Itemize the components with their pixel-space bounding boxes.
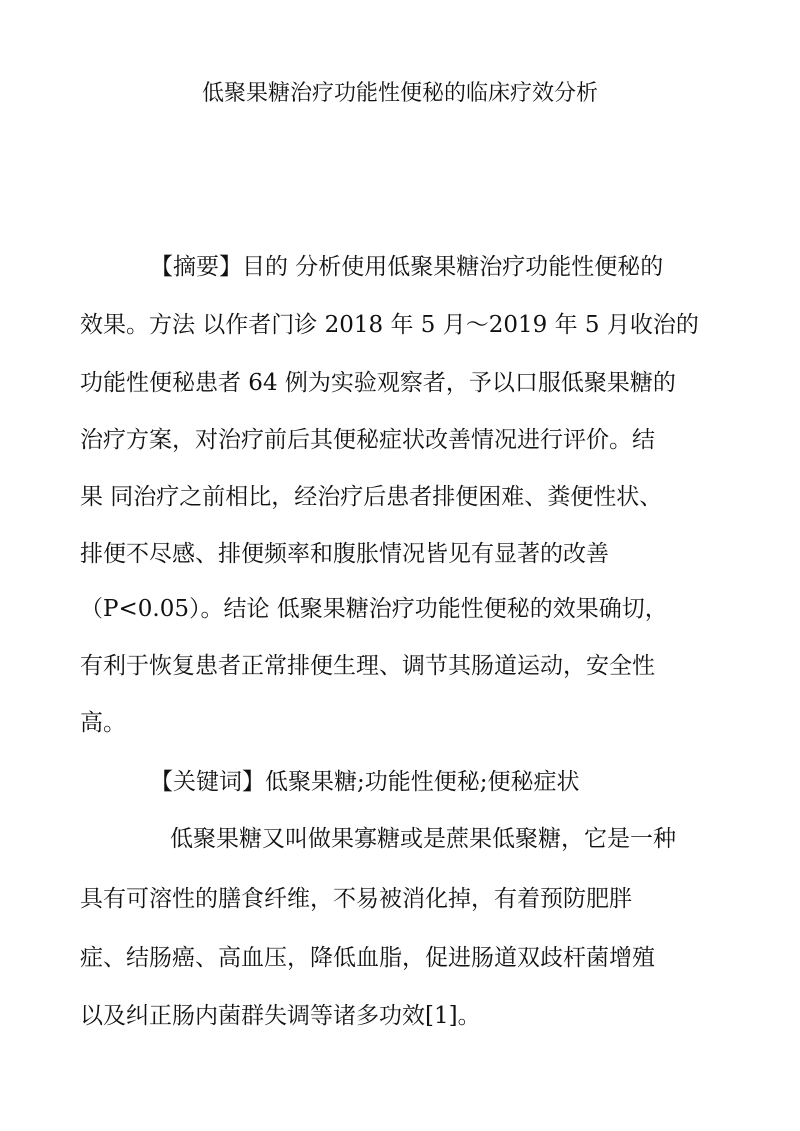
body-line: 以及纠正肠内菌群失调等诸多功效[1]。 [80, 1003, 481, 1029]
abstract-line: 功能性便秘患者 64 例为实验观察者，予以口服低聚果糖的 [80, 370, 676, 396]
abstract-line: 效果。方法 以作者门诊 2018 年 5 月～2019 年 5 月收治的 [80, 312, 699, 338]
body-line: 症、结肠癌、高血压，降低血脂，促进肠道双歧杆菌增殖 [80, 945, 655, 971]
abstract-line: 果 同治疗之前相比，经治疗后患者排便困难、粪便性状、 [80, 484, 663, 510]
abstract-line: 有利于恢复患者正常排便生理、调节其肠道运动，安全性 [80, 653, 655, 679]
keywords-line: 【关键词】低聚果糖;功能性便秘;便秘症状 [150, 769, 580, 795]
body-line: 低聚果糖又叫做果寡糖或是蔗果低聚糖，它是一种 [170, 826, 676, 852]
abstract-line: 治疗方案，对治疗前后其便秘症状改善情况进行评价。结 [80, 427, 655, 453]
document-title: 低聚果糖治疗功能性便秘的临床疗效分析 [201, 81, 598, 106]
abstract-line: （P<0.05）。结论 低聚果糖治疗功能性便秘的效果确切， [80, 596, 668, 622]
abstract-line: 高。 [80, 710, 126, 736]
body-line: 具有可溶性的膳食纤维，不易被消化掉，有着预防肥胖 [80, 886, 632, 912]
abstract-line: 排便不尽感、排便频率和腹胀情况皆见有显著的改善 [80, 541, 609, 567]
abstract-line: 【摘要】目的 分析使用低聚果糖治疗功能性便秘的 [150, 254, 664, 280]
